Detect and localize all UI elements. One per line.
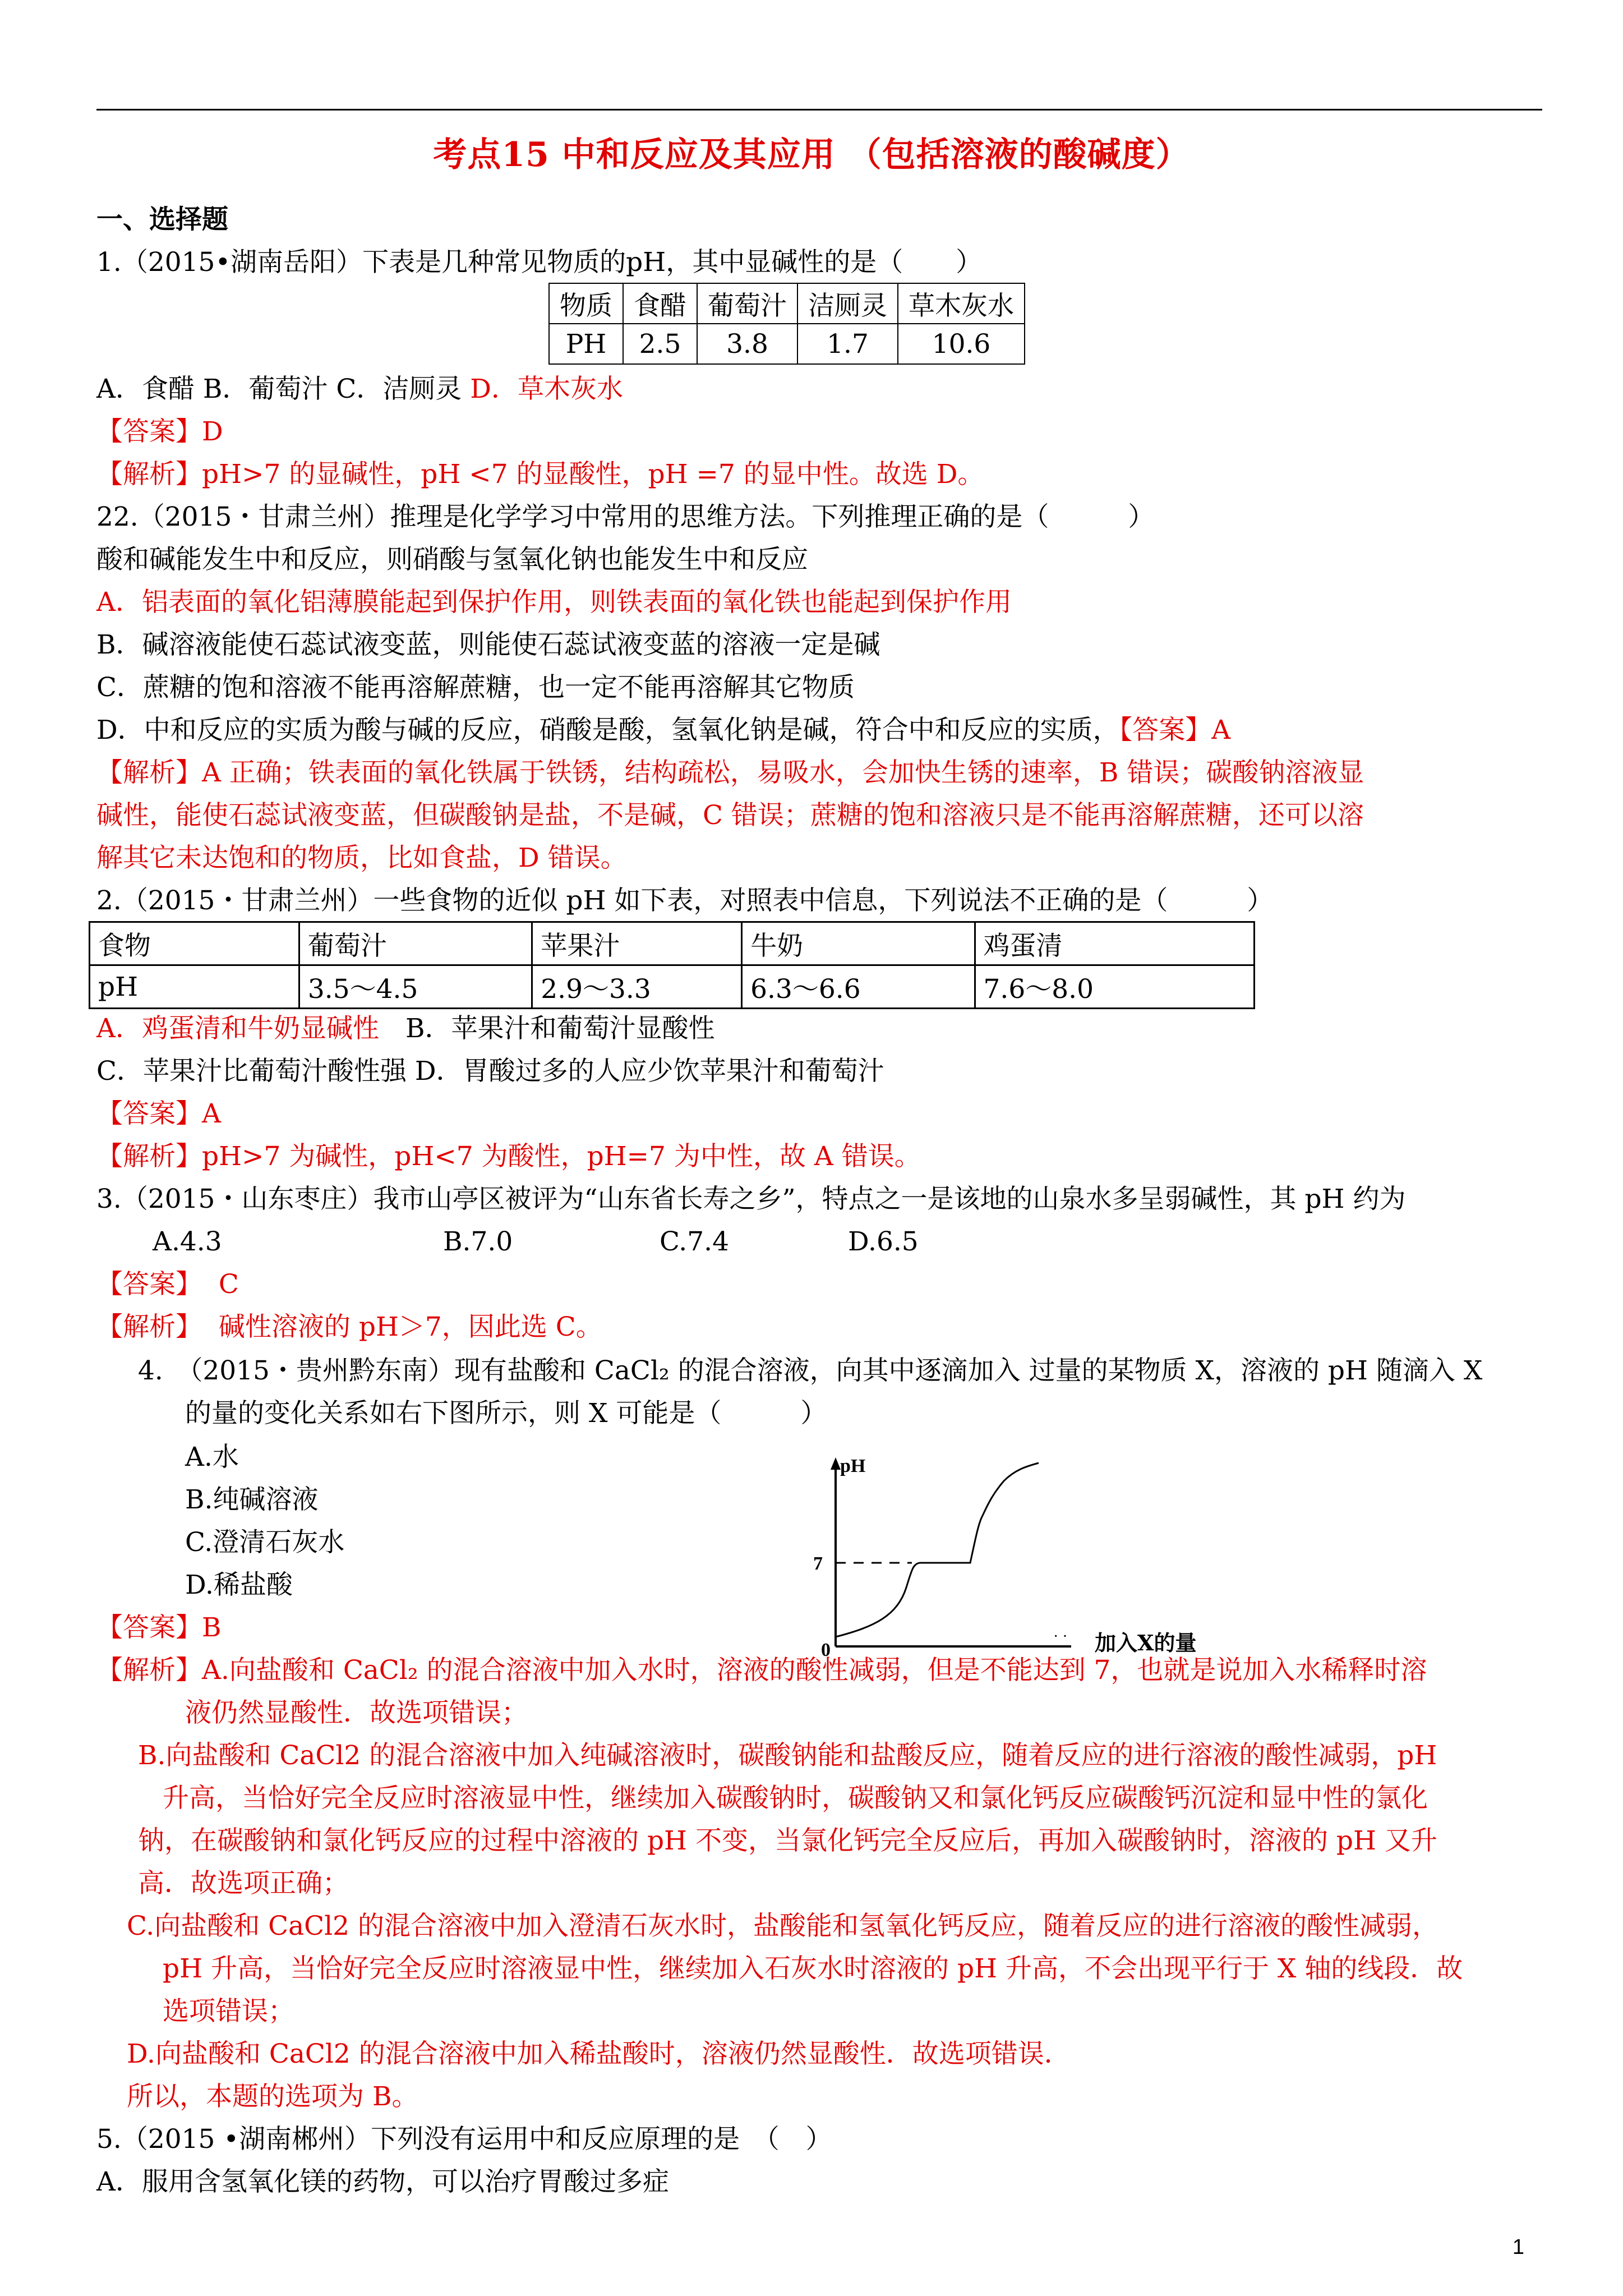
- analysis-tag: 【解析】: [96, 1141, 202, 1172]
- analysis-text: pH>7 的显碱性，pH <7 的显酸性，pH =7 的显中性。故选 D。: [202, 459, 984, 490]
- q4-analysis-c3: 选项错误；: [163, 1996, 294, 2027]
- q4-analysis-c2: pH 升高，当恰好完全反应时溶液显中性，继续加入石灰水时溶液的 pH 升高，不会出现平行于 X 轴的线段．故: [163, 1953, 1463, 1984]
- q3-analysis: [96, 1310, 602, 1344]
- q22-option-a: A．铝表面的氧化铝薄膜能起到保护作用，则铁表面的氧化铁也能起到保护作用: [96, 587, 1012, 618]
- origin-label: 0: [821, 1640, 831, 1660]
- table-cell: 草木灰水: [898, 283, 1025, 324]
- q4-option-c: C.澄清石灰水: [185, 1527, 345, 1558]
- q2-option-a: A．鸡蛋清和牛奶显碱性: [96, 1013, 379, 1044]
- q1-options-text: A．食醋 B．葡萄汁 C．洁厕灵: [96, 374, 471, 404]
- ph-curve: [836, 1463, 1039, 1637]
- q1-table: [548, 283, 1025, 365]
- q4-analysis-d1: D.向盐酸和 CaCl2 的混合溶液中加入稀盐酸时，溶液仍然显酸性．故选项错误．: [127, 2039, 1071, 2069]
- answer-value: A: [202, 1098, 221, 1129]
- analysis-tag: 【解析】: [96, 1655, 202, 1686]
- q2-answer: [96, 1097, 221, 1131]
- table-cell: 食醋: [623, 283, 697, 324]
- q2-stem: 2.（2015・甘肃兰州）一些食物的近似 pH 如下表，对照表中信息，下列说法不正确的是（ ）: [96, 885, 1274, 916]
- analysis-text: A 正确；铁表面的氧化铁属于铁锈，结构疏松，易吸水，会加快生锈的速率，B 错误；碳酸钠溶液显: [202, 757, 1364, 788]
- table-cell: 食物: [90, 922, 299, 965]
- table-cell: pH: [90, 965, 299, 1009]
- table-cell: 2.5: [623, 324, 697, 364]
- answer-value: D: [202, 416, 223, 447]
- q4-analysis-c1: C.向盐酸和 CaCl2 的混合溶液中加入澄清石灰水时，盐酸能和氢氧化钙反应，随着反应的进行溶液的酸性减弱，: [127, 1911, 1438, 1941]
- q2-option-b: B．苹果汁和葡萄汁显酸性: [379, 1013, 715, 1044]
- answer-tag: 【答案】: [96, 1612, 202, 1643]
- table-cell: 3.5～4.5: [299, 965, 532, 1009]
- q2-table: [89, 921, 1255, 1009]
- q3-option-c: C.7.4: [660, 1226, 729, 1257]
- q2-analysis: [96, 1140, 921, 1174]
- q4-option-b: B.纯碱溶液: [185, 1484, 319, 1515]
- answer-value: C: [218, 1269, 239, 1300]
- ph-curve-graph: [780, 1447, 1206, 1660]
- q5-option-a: A．服用含氢氧化镁的药物，可以治疗胃酸过多症: [96, 2166, 669, 2197]
- table-cell: 葡萄汁: [697, 283, 797, 324]
- table-cell: 苹果汁: [532, 922, 742, 965]
- q3-option-b: B.7.0: [443, 1226, 513, 1257]
- q22-option-b: B．碱溶液能使石蕊试液变蓝，则能使石蕊试液变蓝的溶液一定是碱: [96, 629, 880, 660]
- q1-stem: 1.（2015•湖南岳阳）下表是几种常见物质的pH，其中显碱性的是（ ）: [96, 247, 983, 278]
- table-cell: 2.9～3.3: [532, 965, 742, 1009]
- q3-option-d: D.6.5: [848, 1226, 919, 1257]
- answer-tag: 【答案】: [1119, 715, 1212, 746]
- q22-option-c: C．蔗糖的饱和溶液不能再溶解蔗糖，也一定不能再溶解其它物质: [96, 672, 855, 703]
- q3-stem: 3.（2015・山东枣庄）我市山亭区被评为“山东省长寿之乡”，特点之一是该地的山泉水多呈弱碱性，其 pH 约为: [96, 1184, 1406, 1214]
- section-heading: 一、选择题: [96, 204, 228, 235]
- q4-answer: [96, 1611, 222, 1645]
- q5-stem: 5.（2015 •湖南郴州）下列没有运用中和反应原理的是 （ ）: [96, 2124, 832, 2155]
- q4-analysis-b1: B.向盐酸和 CaCl2 的混合溶液中加入纯碱溶液时，碳酸钠能和盐酸反应，随着反应的进行溶液的酸性减弱，pH: [138, 1740, 1437, 1771]
- q4-analysis-end: 所以，本题的选项为 B。: [127, 2081, 418, 2112]
- q4-analysis-b2: 升高，当恰好完全反应时溶液显中性，继续加入碳酸钠时，碳酸钠又和氯化钙反应碳酸钙沉淀和显中性的氯化: [163, 1783, 1428, 1814]
- q22-stem: 22.（2015・甘肃兰州）推理是化学学习中常用的思维方法。下列推理正确的是（ ）: [96, 501, 1155, 532]
- q4-analysis-b3: 钠，在碳酸钠和氯化钙反应的过程中溶液的 pH 不变，当氯化钙完全反应后，再加入碳酸钠时，溶液的 pH 又升: [138, 1825, 1437, 1856]
- q1-option-d: D．草木灰水: [470, 374, 623, 404]
- page-title: 考点15 中和反应及其应用 （包括溶液的酸碱度）: [433, 135, 1190, 174]
- y-tick-7: 7: [813, 1553, 823, 1574]
- q4-option-d: D.稀盐酸: [185, 1570, 293, 1600]
- answer-tag: 【答案】: [96, 1098, 202, 1129]
- answer-value: A: [1211, 715, 1231, 746]
- table-cell: 洁厕灵: [797, 283, 898, 324]
- table-cell: 10.6: [898, 324, 1025, 364]
- q4-analysis-b4: 高．故选项正确；: [138, 1868, 349, 1899]
- table-cell: 葡萄汁: [299, 922, 532, 965]
- table-cell: 6.3～6.6: [742, 965, 975, 1009]
- header-rule: [96, 109, 1542, 111]
- q4-stem-2: 的量的变化关系如右下图所示，则 X 可能是（ ）: [185, 1398, 827, 1429]
- q4-analysis-a1: [96, 1654, 1427, 1687]
- table-row: [90, 965, 1255, 1009]
- q22-analysis-1: [96, 756, 1364, 790]
- analysis-text: A.向盐酸和 CaCl₂ 的混合溶液中加入水时，溶液的酸性减弱，但是不能达到 7，也就是说加入水稀释时溶: [202, 1655, 1427, 1686]
- table-cell: 物质: [549, 283, 623, 324]
- q1-options: [96, 372, 623, 406]
- q4-analysis-a2: 液仍然显酸性．故选项错误；: [185, 1697, 528, 1728]
- q22-analysis-2: 碱性，能使石蕊试液变蓝，但碳酸钠是盐，不是碱，C 错误；蔗糖的饱和溶液只是不能再溶解蔗糖，还可以溶: [96, 800, 1364, 831]
- q4-option-a: A.水: [185, 1442, 239, 1473]
- analysis-tag: 【解析】: [96, 459, 202, 490]
- analysis-tag: 【解析】: [96, 757, 202, 788]
- table-row: [549, 324, 1025, 364]
- table-cell: 鸡蛋清: [975, 922, 1255, 965]
- table-cell: 3.8: [697, 324, 797, 364]
- q22-option-d: [96, 714, 1230, 747]
- answer-value: B: [202, 1612, 222, 1643]
- analysis-tag: 【解析】: [96, 1312, 202, 1342]
- x-axis-label: 加入X的量: [1095, 1630, 1197, 1655]
- analysis-text: 碱性溶液的 pH＞7，因此选 C。: [218, 1312, 602, 1342]
- q3-option-a: A.4.3: [153, 1226, 222, 1257]
- answer-tag: 【答案】: [96, 416, 202, 447]
- page-number: 1: [1512, 2235, 1524, 2259]
- table-cell: 牛奶: [742, 922, 975, 965]
- q1-analysis: [96, 458, 984, 491]
- y-axis-arrow: [831, 1457, 841, 1470]
- table-cell: PH: [549, 324, 623, 364]
- table-row: [549, 283, 1025, 324]
- axis-continuation-dots: · ·: [1053, 1628, 1068, 1645]
- q2-options-ab: [96, 1012, 715, 1046]
- q2-options-cd: C．苹果汁比葡萄汁酸性强 D．胃酸过多的人应少饮苹果汁和葡萄汁: [96, 1056, 884, 1087]
- y-axis-label: pH: [840, 1456, 866, 1476]
- table-row: [90, 922, 1255, 965]
- q22-option-d-text: D．中和反应的实质为酸与碱的反应，硝酸是酸，氢氧化钠是碱，符合中和反应的实质，: [96, 715, 1119, 746]
- q3-answer: [96, 1268, 239, 1301]
- table-cell: 7.6～8.0: [975, 965, 1255, 1009]
- q22-analysis-3: 解其它未达饱和的物质，比如食盐，D 错误。: [96, 843, 627, 873]
- q22-line1: 酸和碱能发生中和反应，则硝酸与氢氧化钠也能发生中和反应: [96, 544, 808, 575]
- q1-answer: [96, 415, 223, 449]
- answer-tag: 【答案】: [96, 1269, 202, 1300]
- q4-stem-1: 4. （2015・贵州黔东南）现有盐酸和 CaCl₂ 的混合溶液，向其中逐滴加入 过量的某物质 X，溶液的 pH 随滴入 X: [138, 1355, 1483, 1386]
- table-cell: 1.7: [797, 324, 898, 364]
- analysis-text: pH>7 为碱性，pH<7 为酸性，pH=7 为中性，故 A 错误。: [202, 1141, 921, 1172]
